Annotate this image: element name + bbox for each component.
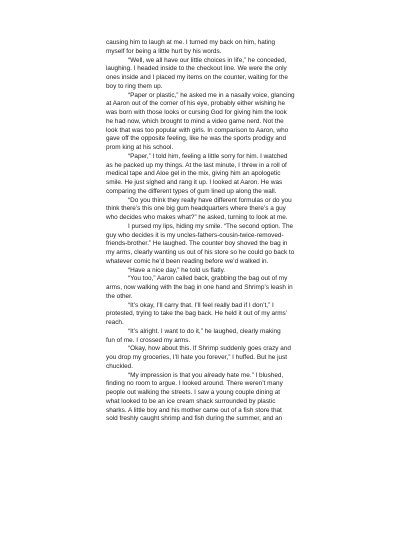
text-line: causing him to laugh at me. I turned my back on him, hating	[106, 39, 276, 46]
text-line: I pursed my lips, hiding my smile. “The second option. The	[128, 222, 294, 230]
text-line: fun of me. I crossed my arms.	[106, 336, 191, 344]
text-line: “It’s alright. I want to do it,” he laughed, clearly making	[128, 327, 281, 335]
text-line: gave off the opposite feeling, like he was the sports prodigy and	[106, 135, 287, 143]
text-line: comparing the different types of gum lined up along the wall.	[106, 187, 277, 195]
text-line: who decides who makes what?” he asked, turning to look at me.	[106, 214, 288, 221]
text-line: arms, now walking with the bag in one hand and Shrimp’s leash in	[106, 284, 293, 291]
text-line: friends-brother.” He laughed. The counter boy shoved the bag in	[106, 240, 288, 248]
body-text	[106, 39, 318, 424]
text-line: ones inside and I placed my items on the counter, waiting for the	[106, 74, 288, 81]
text-line: as he packed up my things. At the last minute, I threw in a roll of	[106, 161, 287, 169]
text-line: protested, trying to take the bag back. He held it out of my arms’	[106, 310, 288, 318]
text-line: finding no room to argue. I looked around. There weren’t many	[106, 380, 283, 388]
text-line: think there’s this one big gum headquarters where there’s a guy	[106, 205, 286, 213]
text-line: whatever comic he’d been reading before we’d walked in.	[106, 257, 269, 265]
text-line: what looked to be an ice cream shack surrounded by plastic	[106, 397, 276, 405]
text-line: medical tape and Aloe gel in the mix, giving him an apologetic	[106, 170, 281, 178]
text-line: “It’s okay, I’ll carry that. I’ll feel really bad if I don’t,” I	[128, 301, 274, 309]
text-line: he had now, which brought to mind a video game nerd. Not the	[106, 117, 284, 125]
text-line: “You too,” Aaron called back, grabbing the bag out of my	[128, 275, 288, 283]
text-line: myself for being a little hurt by his words.	[106, 47, 222, 55]
text-line: chuckled.	[106, 362, 133, 370]
text-line: sold freshly caught shrimp and fish during the summer, and an	[106, 415, 283, 423]
text-line: “Paper or plastic,” he asked me in a nasally voice, glancing	[128, 91, 295, 99]
text-line: look that was too popular with girls. In comparison to Aaron, who	[106, 126, 289, 134]
text-line: sharks. A little boy and his mother came out of a fish store that	[106, 406, 282, 414]
text-line: guy who decides it is my uncles-fathers-cousin-twice-removed-	[106, 231, 284, 239]
text-line: “Have a nice day,” he told us flatly.	[128, 266, 226, 274]
text-line: “My impression is that you already hate me.” I blushed,	[128, 371, 284, 379]
text-line: you drop my groceries, I’ll hate you forever,” I huffed. But he just	[106, 354, 288, 361]
text-line: at Aaron out of the corner of his eye, probably either wishing he	[106, 100, 286, 108]
text-line: “Paper,” I told him, feeling a little sorry for him. I watched	[128, 152, 288, 160]
text-line: my arms, clearly wanting us out of his store so he could go back to	[106, 249, 295, 256]
text-line: “Do you think they really have different formulas or do you	[128, 196, 292, 204]
text-line: “Well, we all have our little choices in life,” he conceded,	[128, 56, 287, 64]
text-line: the other.	[106, 292, 133, 300]
text-line: people out walking the streets. I saw a young couple dining at	[106, 389, 281, 396]
text-line: laughing. I headed inside to the checkout line. We were the only	[106, 65, 287, 73]
text-line: “Okay, how about this. If Shrimp suddenly goes crazy and	[128, 345, 291, 353]
text-line: prom king at his school.	[106, 144, 174, 151]
text-line: smile. He just sighed and rang it up. I looked at Aaron. He was	[106, 179, 283, 186]
text-line: was born with those looks or cursing God for giving him the look	[106, 109, 287, 116]
text-line: reach.	[106, 319, 124, 326]
text-line: boy to ring them up.	[106, 82, 163, 90]
